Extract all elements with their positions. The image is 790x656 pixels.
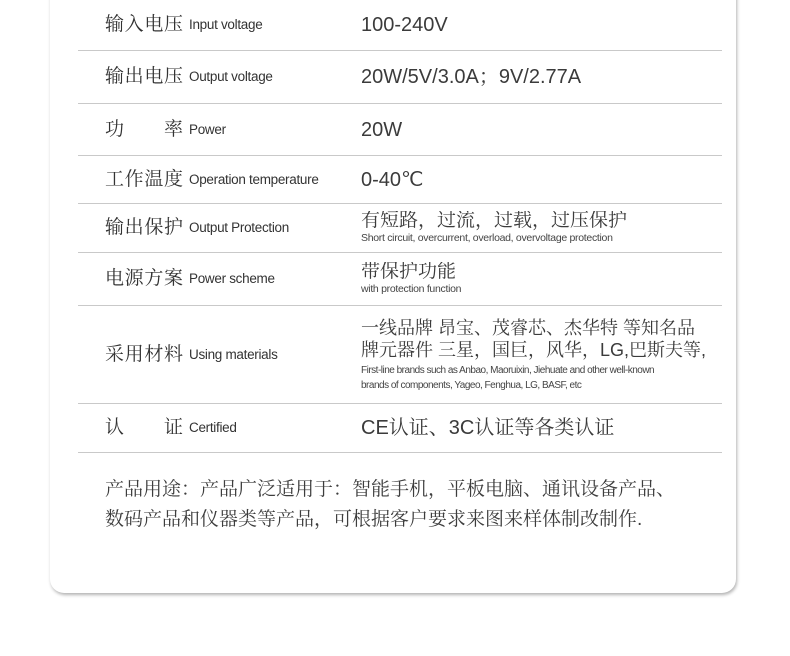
spec-label-en: Input voltage	[189, 17, 263, 32]
spec-label-cn: 输入电压	[105, 14, 183, 35]
spec-row-power	[78, 104, 722, 156]
spec-label-cn: 输出电压	[105, 66, 183, 87]
spec-label-en: Using materials	[189, 346, 278, 362]
spec-row-operation-temperature	[78, 156, 722, 204]
spec-value-cell	[361, 416, 722, 440]
spec-label-cn: 工作温度	[105, 168, 183, 190]
spec-value-line: 一线品牌 昂宝、茂睿芯、杰华特 等知名品	[361, 317, 696, 338]
usage-line: 产品用途：产品广泛适用于：智能手机，平板电脑、通讯设备产品、	[105, 479, 676, 500]
spec-value-en: Short circuit, overcurrent, overload, overvoltage protection	[361, 232, 613, 244]
spec-row-certified	[78, 404, 722, 453]
spec-label-cn: 采用材料	[105, 343, 183, 365]
spec-value-en-line: First-line brands such as Anbao, Maoruixin, Jiehuate and other well-known	[361, 364, 655, 376]
spec-label-cn: 输出保护	[105, 217, 183, 238]
spec-row-output-voltage	[78, 51, 722, 104]
spec-value-cell	[361, 211, 722, 245]
spec-label	[78, 119, 361, 141]
spec-label	[78, 14, 361, 36]
spec-label	[78, 417, 361, 439]
spec-value-en: with protection function	[361, 283, 462, 295]
spec-row-using-materials	[78, 306, 722, 404]
spec-label	[78, 217, 361, 239]
spec-label	[78, 268, 361, 290]
spec-value-cell	[361, 13, 722, 37]
spec-label-en: Power scheme	[189, 271, 275, 286]
spec-value-line: 牌元器件 三星，国巨，风华，LG,巴斯夫等,	[361, 339, 707, 360]
spec-value: 20W	[361, 118, 403, 141]
spec-table	[78, 0, 722, 453]
spec-value-cell	[361, 168, 722, 192]
spec-value: 100-240V	[361, 14, 448, 36]
spec-label-en: Output Protection	[189, 220, 289, 235]
spec-label	[78, 66, 361, 88]
spec-value: 带保护功能	[361, 262, 457, 282]
usage-line: 数码产品和仪器类等产品，可根据客户要求来图来样体制改制作.	[105, 509, 643, 530]
spec-label-cn: 功 率	[105, 118, 183, 140]
spec-label	[78, 169, 361, 191]
spec-value: CE认证、3C认证等各类认证	[361, 417, 615, 439]
spec-label	[78, 344, 361, 366]
spec-value: 0-40℃	[361, 168, 424, 191]
spec-value-en-line: brands of components, Yageo, Fenghua, LG, BASF, etc	[361, 379, 582, 391]
spec-value-cell	[361, 317, 722, 393]
spec-label-en: Certified	[189, 420, 237, 435]
spec-row-output-protection	[78, 204, 722, 253]
spec-label-en: Power	[189, 121, 226, 137]
spec-row-input-voltage	[78, 0, 722, 51]
spec-value-cell	[361, 262, 722, 296]
spec-label-en: Output voltage	[189, 69, 273, 84]
spec-value: 有短路，过流，过载，过压保护	[361, 211, 628, 231]
spec-value: 20W/5V/3.0A；9V/2.77A	[361, 66, 582, 88]
usage-paragraph	[105, 475, 725, 535]
spec-label-en: Operation temperature	[189, 171, 319, 187]
spec-value-cell	[361, 118, 722, 142]
spec-label-cn: 认 证	[105, 417, 183, 438]
spec-row-power-scheme	[78, 253, 722, 306]
spec-value-cell	[361, 65, 722, 89]
spec-label-cn: 电源方案	[105, 268, 183, 289]
